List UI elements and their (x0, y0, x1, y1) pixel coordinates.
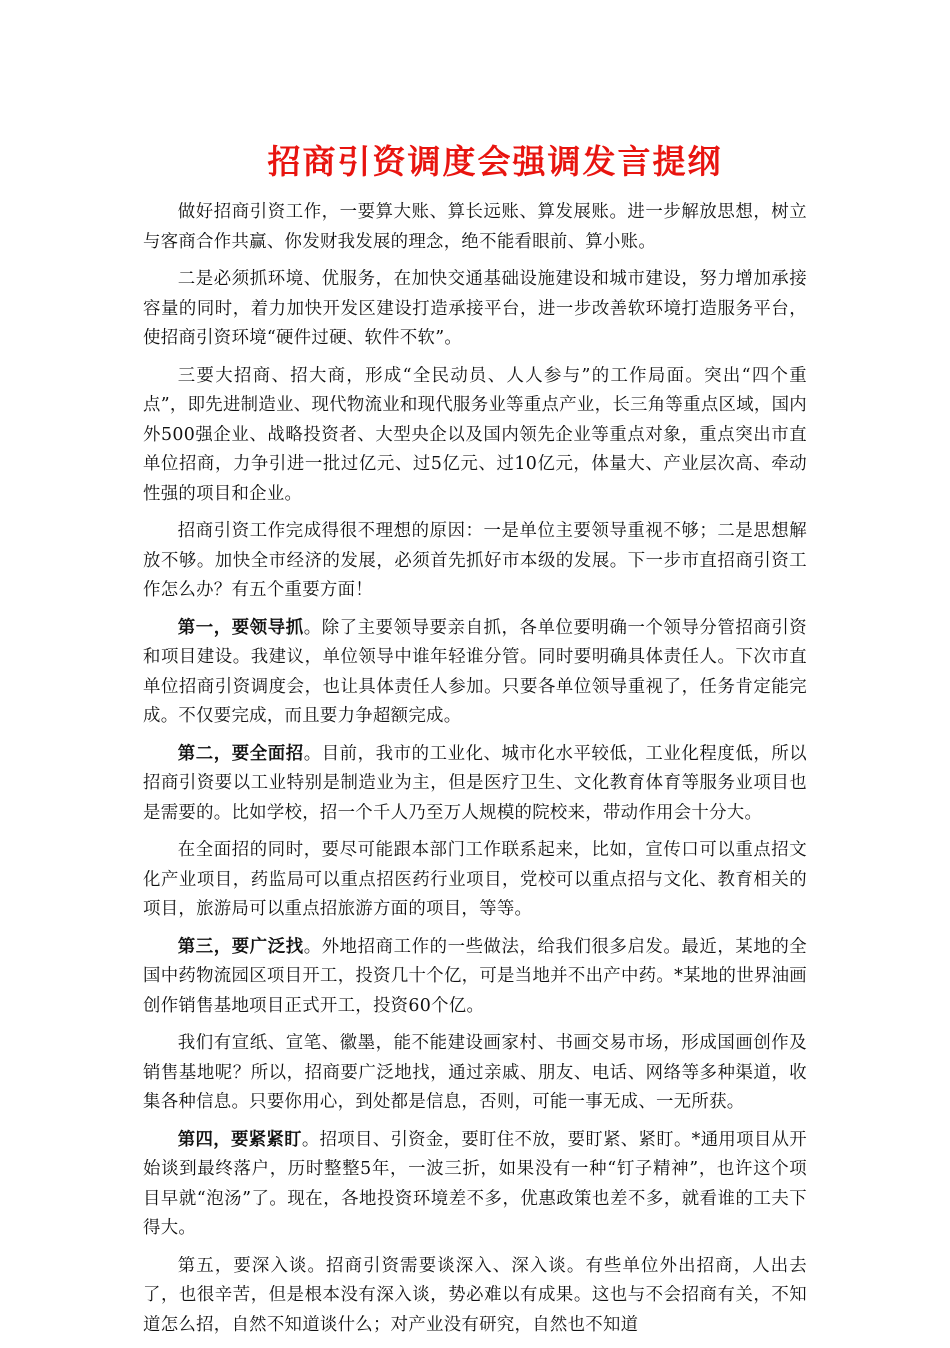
paragraph-text: 。目前，我市的工业化、城市化水平较低，工业化程度低，所以招商引资要以工业特别是制造业为主，但是医疗卫生、文化教育体育等服务业项目也是需要的。比如学校，招一个千人乃至万人规模的院校来，带动作用会十分大。 (143, 743, 807, 823)
paragraph (143, 740, 807, 829)
paragraph-text: 在全面招的同时，要尽可能跟本部门工作联系起来，比如，宣传口可以重点招文化产业项目，药监局可以重点招医药行业项目，党校可以重点招与文化、教育相关的项目，旅游局可以重点招旅游方面的项目，等等。 (143, 840, 807, 919)
paragraph-lead: 第三，要广泛找 (177, 936, 304, 957)
paragraph (143, 517, 807, 606)
paragraph (143, 198, 807, 257)
paragraph-lead: 第二，要全面招 (177, 743, 304, 764)
paragraph-lead: 第四，要紧紧盯 (177, 1129, 302, 1150)
paragraph-text: 做好招商引资工作，一要算大账、算长远账、算发展账。进一步解放思想，树立与客商合作共赢、你发财我发展的理念，绝不能看眼前、算小账。 (143, 202, 807, 252)
paragraph (143, 836, 807, 925)
document-title: 招商引资调度会强调发言提纲 (267, 142, 723, 181)
paragraph-text: 。招项目、引资金，要盯住不放，要盯紧、紧盯。*通用项目从开始谈到最终落户，历时整整5年，一波三折，如果没有一种“钉子精神”，也许这个项目早就“泡汤”了。现在，各地投资环境差不多，优惠政策也差不多，就看谁的工夫下得大。 (143, 1129, 807, 1238)
paragraph (143, 1252, 807, 1341)
paragraph (143, 265, 807, 354)
paragraph-text: 我们有宣纸、宣笔、徽墨，能不能建设画家村、书画交易市场，形成国画创作及销售基地呢？所以，招商要广泛地找，通过亲戚、朋友、电话、网络等多种渠道，收集各种信息。只要你用心，到处都是信息，否则，可能一事无成、一无所获。 (143, 1033, 807, 1112)
paragraph (143, 362, 807, 510)
document-body (143, 198, 807, 1340)
paragraph-text: 。外地招商工作的一些做法，给我们很多启发。最近，某地的全国中药物流园区项目开工，投资几十个亿，可是当地并不出产中药。*某地的世界油画创作销售基地项目正式开工，投资60个亿。 (143, 936, 807, 1016)
paragraph-lead: 第一，要领导抓 (177, 617, 304, 638)
paragraph-text: 三要大招商、招大商，形成“全民动员、人人参与”的工作局面。突出“四个重点”，即先进制造业、现代物流业和现代服务业等重点产业，长三角等重点区域，国内外500强企业、战略投资者、大型央企以及国内领先企业等重点对象，重点突出市直单位招商，力争引进一批过亿元、过5亿元、过10亿元，体量大、产业层次高、牵动性强的项目和企业。 (143, 365, 807, 504)
paragraph-text: 招商引资工作完成得很不理想的原因：一是单位主要领导重视不够；二是思想解放不够。加快全市经济的发展，必须首先抓好市本级的发展。下一步市直招商引资工作怎么办？有五个重要方面！ (143, 521, 807, 600)
paragraph-text: 第五，要深入谈。招商引资需要谈深入、深入谈。有些单位外出招商，人出去了，也很辛苦，但是根本没有深入谈，势必难以有成果。这也与不会招商有关，不知道怎么招，自然不知道谈什么；对产业没有研究，自然也不知道 (143, 1255, 807, 1335)
paragraph (143, 1029, 807, 1118)
paragraph (143, 933, 807, 1022)
paragraph (143, 614, 807, 732)
paragraph (143, 1126, 807, 1244)
document-page (143, 128, 807, 1348)
paragraph-text: 。除了主要领导要亲自抓，各单位要明确一个领导分管招商引资和项目建设。我建议，单位领导中谁年轻谁分管。同时要明确具体责任人。下次市直单位招商引资调度会，也让具体责任人参加。只要各单位领导重视了，任务肯定能完成。不仅要完成，而且要力争超额完成。 (143, 617, 807, 726)
paragraph-text: 二是必须抓环境、优服务，在加快交通基础设施建设和城市建设，努力增加承接容量的同时，着力加快开发区建设打造承接平台，进一步改善软环境打造服务平台，使招商引资环境“硬件过硬、软件不软”。 (143, 269, 807, 348)
